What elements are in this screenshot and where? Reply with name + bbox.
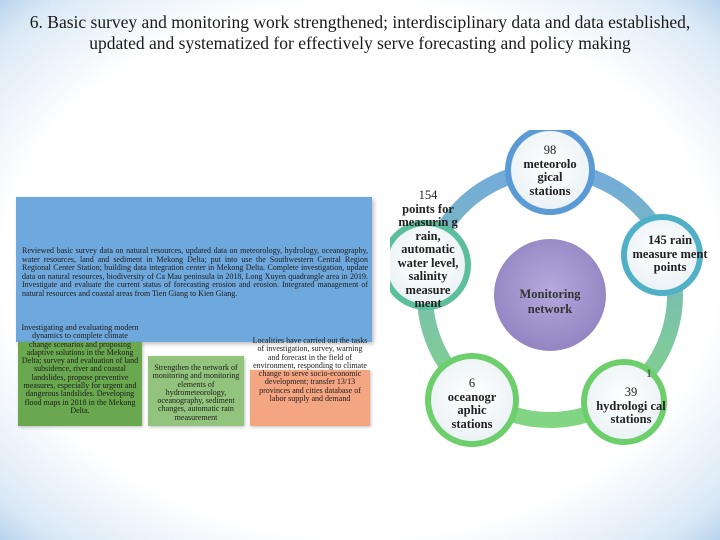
hydrological-text: hydrologi cal stations [596, 398, 666, 426]
rain-measurement-text: measure ment points [632, 246, 708, 274]
localities-text: Localities have carried out the tasks of investigation, survey, warning and forecast in the field of environment, responding to climate change to serve socio-economic development; transfer 13/13 provinces and cities database of labor supply and demand [252, 336, 368, 404]
oceanographic-label [436, 377, 508, 431]
oceanographic-text: oceanogr aphic stations [447, 389, 497, 431]
oceanographic-number: 6 [468, 376, 476, 390]
dynamics-text: Investigating and evaluating modern dynamics to complete climate change scenarios and proposing adaptive solutions in the Mekong Delta; survey and evaluation of land subsidence, river and coastal landslides, propose preventive measures, especially for urgent and dangerous landslides. Developing flood maps in 2018 in the Mekong Delta. [21, 323, 139, 415]
center-label: Monitoring network [519, 287, 581, 316]
rain-water-salinity-label [397, 189, 459, 311]
corner-mark: 1 [646, 366, 652, 380]
hydrological-number: 39 [624, 385, 638, 399]
monitoring-network-text: Strengthen the network of monitoring and monitoring elements of hydrometeorology, oceanography, sediment changes, automatic rain measurement [152, 363, 240, 422]
rain-measurement-label [632, 234, 708, 275]
meteorological-label [520, 144, 580, 198]
survey-summary-text: Reviewed basic survey data on natural resources, updated data on meteorology, hydrology, oceanography, water resources, land and sediment in Mekong Delta; put into use the Southwestern Central Region Regional Center Station; building data integration center in Mekong Delta. Complete investigation, update data on natural resources, biodiversity of Ca Mau peninsula in 2018, Long Xuyen quadrangle area in 2019. Investigate and evaluate the current status of forecasting erosion and erosion. Integrated management of natural resources and coastal areas from Tien Giang to Kien Giang. [22, 246, 368, 298]
page-title: 6. Basic survey and monitoring work strengthened; interdisciplinary data and data established, updated and systematized for effectively serve forecasting and policy making [29, 12, 691, 53]
meteorological-text: meteorolo gical stations [523, 156, 577, 198]
rain-water-salinity-text: points for measurin g rain, automatic water level, salinity measure ment [397, 201, 459, 310]
meteorological-number: 98 [543, 143, 557, 157]
rain-measurement-number: 145 rain [647, 233, 693, 247]
hydrological-label [593, 386, 669, 427]
rain-water-salinity-number: 154 [418, 188, 438, 202]
